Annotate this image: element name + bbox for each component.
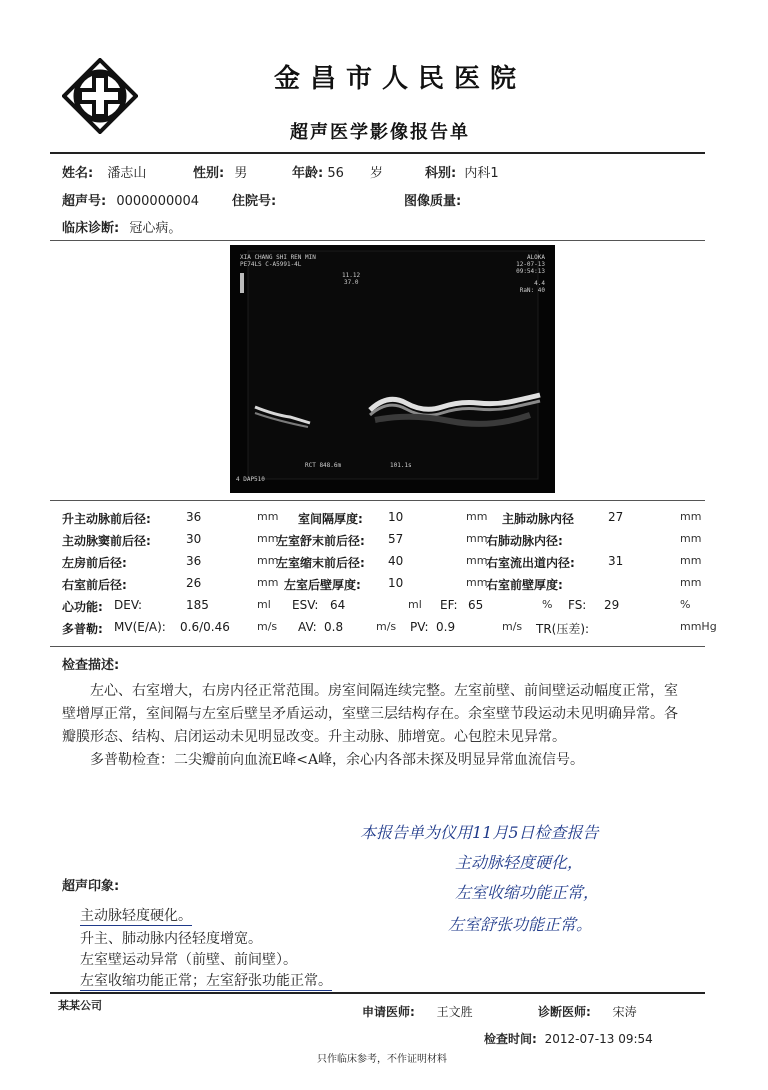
overlay-top-right-2: 12-07-13 [516, 261, 545, 268]
findings-text [62, 680, 682, 772]
exam-time-field: 检查时间: 2012-07-13 09:54 [484, 1032, 653, 1046]
impression-line: 主动脉轻度硬化。 [80, 905, 192, 926]
overlay-top-right-3: 09:54:13 [516, 268, 545, 275]
patient-name-field: 姓名: 潘志山 [62, 166, 147, 181]
handwritten-note-line: 左室舒张功能正常。 [448, 915, 593, 934]
diagnosing-physician-field: 诊断医师: 宋涛 [538, 1005, 637, 1019]
overlay-top-mid-1: 11.12 [342, 272, 361, 279]
requesting-physician-field: 申请医师: 王文胜 [362, 1005, 473, 1019]
handwritten-note-line: 左室收缩功能正常， [455, 883, 600, 902]
diagnosing-physician: 宋涛 [612, 1005, 637, 1019]
clinical-diagnosis: 冠心病。 [129, 221, 182, 236]
doppler-findings-paragraph: 多普勒检查：二尖瓣前向血流E峰<A峰，余心内各部未探及明显异常血流信号。 [90, 752, 585, 768]
overlay-bottom-left: 4 DAP510 [236, 476, 265, 483]
impression-line: 升主、肺动脉内径轻度增宽。 [80, 931, 262, 947]
footer-divider [50, 992, 705, 994]
patient-name: 潘志山 [107, 166, 147, 181]
cardiac-function-row: 心功能: DEV: 185 ml ESV: 64 ml EF: 65 % FS: 29 % [62, 598, 691, 614]
patient-sex-field: 性别: 男 [193, 166, 248, 181]
hospital-logo [62, 58, 138, 134]
overlay-top-left-1: XIA CHANG SHI REN MIN [240, 254, 316, 261]
measurement-row: 右室前后径: 26 mm 左室后壁厚度: 10 mm 右室前壁厚度: mm [62, 576, 702, 592]
overlay-top-right-4: 4.4 [534, 280, 545, 287]
impression-line: 左室收缩功能正常；左室舒张功能正常。 [80, 970, 332, 991]
us-number: 0000000004 [116, 194, 200, 209]
overlay-bottom-right: 101.1s [390, 462, 412, 469]
us-number-field: 超声号: 0000000004 [62, 194, 200, 209]
doppler-row: 多普勒: MV(E/A): 0.6/0.46 m/s AV: 0.8 m/s PV: 0.9 m/s TR(压差): mmHg [62, 620, 717, 636]
patient-sex: 男 [234, 166, 248, 181]
image-quality-field: 图像质量: [404, 194, 462, 209]
findings-paragraph: 左心、右室增大，右房内径正常范围。房室间隔连续完整。左室前壁、前间壁运动幅度正常，室壁增厚正常，室间隔与左室后壁呈矛盾运动，室壁三层结构存在。余室壁节段运动未见明确异常。各瓣膜形态、结构、启闭运动未见明显改变。升主动脉、肺增宽。心包腔未见异常。 [62, 683, 678, 745]
patient-age: 56 [327, 166, 344, 181]
info-divider [50, 240, 705, 241]
patient-dept: 内科1 [464, 166, 499, 181]
cross-logo-icon [62, 58, 138, 134]
overlay-top-left-2: PE74LS C-A5991-4L [240, 261, 302, 268]
overlay-top-mid-2: 37.0 [344, 279, 359, 286]
overlay-top-right-5: RaN: 40 [519, 287, 545, 294]
findings-title: 检查描述: [62, 658, 120, 673]
handwritten-note-line: 本报告单为仪用11月5日检查报告 [360, 823, 599, 842]
inpatient-number-field: 住院号: [232, 194, 277, 209]
exam-time: 2012-07-13 09:54 [544, 1032, 653, 1046]
requesting-physician: 王文胜 [436, 1005, 473, 1019]
clinical-diagnosis-field: 临床诊断: 冠心病。 [62, 221, 182, 236]
company-name: 某某公司 [58, 999, 102, 1012]
measurement-row: 升主动脉前后径: 36 mm 室间隔厚度: 10 mm 主肺动脉内径 27 mm [62, 510, 702, 526]
overlay-top-right-1: ALOKA [526, 254, 545, 261]
measurements-divider [50, 646, 705, 647]
disclaimer: 只作临床参考，不作证明材料 [317, 1054, 447, 1065]
image-divider [50, 500, 705, 501]
impression-title: 超声印象: [62, 879, 120, 894]
impression-line: 左室壁运动异常（前壁、前间壁）。 [80, 952, 297, 968]
header-divider [50, 152, 705, 154]
patient-age-field: 年龄: 56 岁 [292, 166, 384, 181]
measurement-row: 左房前后径: 36 mm 左室缩末前后径: 40 mm 右室流出道内径: 31 mm [62, 554, 702, 570]
patient-dept-field: 科别: 内科1 [425, 166, 499, 181]
handwritten-note-line: 主动脉轻度硬化， [455, 853, 584, 872]
report-title: 超声医学影像报告单 [290, 122, 470, 143]
ultrasound-image [230, 245, 555, 493]
hospital-name: 金昌市人民医院 [273, 64, 526, 94]
measurement-row: 主动脉窦前后径: 30 mm 左室舒末前后径: 57 mm 右肺动脉内径: mm [62, 532, 702, 548]
overlay-bottom-mid: RCT 848.6m [305, 462, 342, 469]
